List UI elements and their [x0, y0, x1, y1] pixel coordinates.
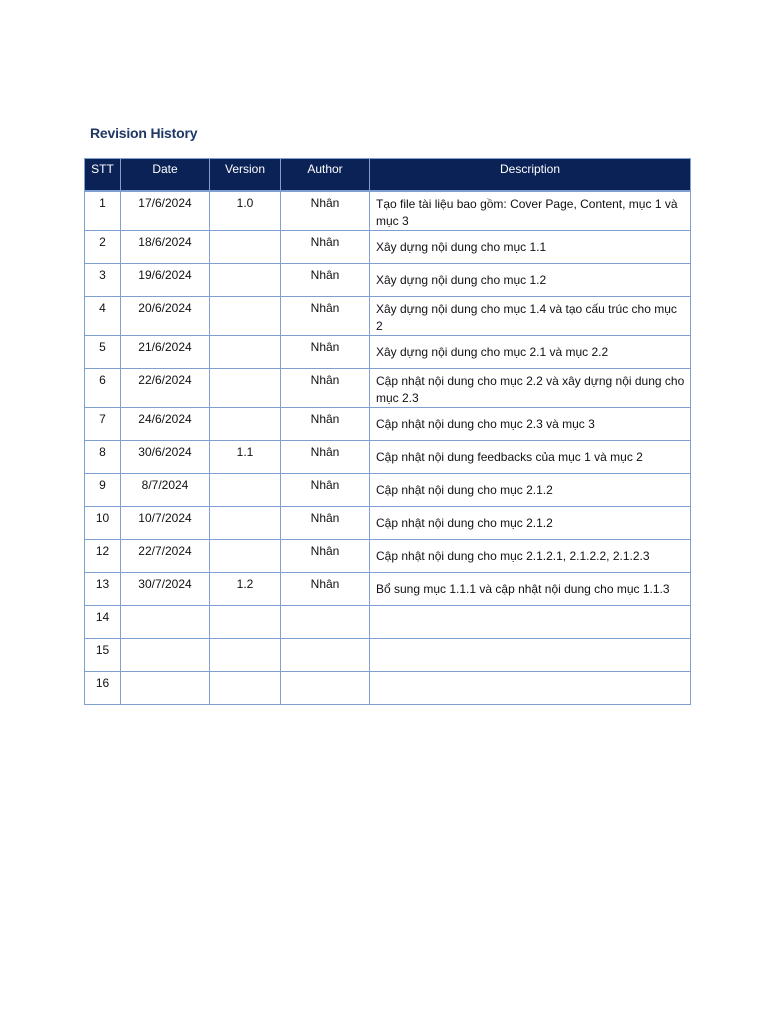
table-row — [85, 297, 691, 336]
cell-stt: 10 — [85, 507, 121, 540]
cell-description: Cập nhật nội dung cho mục 2.1.2 — [370, 474, 691, 507]
cell-stt: 15 — [85, 639, 121, 672]
cell-description: Cập nhật nội dung cho mục 2.3 và mục 3 — [370, 408, 691, 441]
cell-description: Xây dựng nội dung cho mục 2.1 và mục 2.2 — [370, 336, 691, 369]
cell-stt: 9 — [85, 474, 121, 507]
table-row — [85, 606, 691, 639]
cell-version — [210, 606, 281, 639]
cell-version: 1.1 — [210, 441, 281, 474]
header-date: Date — [121, 159, 210, 191]
table-row — [85, 639, 691, 672]
cell-author: Nhân — [281, 573, 370, 606]
revision-history-table — [84, 158, 691, 705]
cell-description — [370, 639, 691, 672]
cell-stt: 7 — [85, 408, 121, 441]
cell-description: Cập nhật nội dung cho mục 2.1.2.1, 2.1.2.2, 2.1.2.3 — [370, 540, 691, 573]
cell-stt: 2 — [85, 231, 121, 264]
cell-version — [210, 408, 281, 441]
cell-stt: 6 — [85, 369, 121, 408]
table-row — [85, 672, 691, 705]
cell-stt: 3 — [85, 264, 121, 297]
cell-description: Xây dựng nội dung cho mục 1.4 và tạo cấu trúc cho mục 2 — [370, 297, 691, 336]
cell-version: 1.2 — [210, 573, 281, 606]
cell-author: Nhân — [281, 297, 370, 336]
cell-description: Xây dựng nội dung cho mục 1.2 — [370, 264, 691, 297]
cell-stt: 13 — [85, 573, 121, 606]
cell-author: Nhân — [281, 336, 370, 369]
table-row — [85, 369, 691, 408]
cell-description — [370, 606, 691, 639]
cell-date: 18/6/2024 — [121, 231, 210, 264]
table-row — [85, 191, 691, 231]
cell-author: Nhân — [281, 540, 370, 573]
cell-stt: 8 — [85, 441, 121, 474]
table-row — [85, 573, 691, 606]
cell-description: Xây dựng nội dung cho mục 1.1 — [370, 231, 691, 264]
cell-author — [281, 672, 370, 705]
cell-version — [210, 297, 281, 336]
table-row — [85, 540, 691, 573]
cell-author: Nhân — [281, 369, 370, 408]
cell-version: 1.0 — [210, 191, 281, 231]
header-description: Description — [370, 159, 691, 191]
cell-date: 30/7/2024 — [121, 573, 210, 606]
cell-description: Cập nhật nội dung feedbacks của mục 1 và mục 2 — [370, 441, 691, 474]
cell-author: Nhân — [281, 191, 370, 231]
cell-version — [210, 540, 281, 573]
cell-date — [121, 672, 210, 705]
cell-description: Tạo file tài liệu bao gồm: Cover Page, Content, mục 1 và mục 3 — [370, 191, 691, 231]
table-row — [85, 507, 691, 540]
cell-stt: 14 — [85, 606, 121, 639]
cell-stt: 4 — [85, 297, 121, 336]
cell-stt: 5 — [85, 336, 121, 369]
cell-date: 20/6/2024 — [121, 297, 210, 336]
table-row — [85, 408, 691, 441]
cell-date: 21/6/2024 — [121, 336, 210, 369]
cell-date: 22/7/2024 — [121, 540, 210, 573]
cell-author: Nhân — [281, 507, 370, 540]
table-row — [85, 336, 691, 369]
cell-author: Nhân — [281, 264, 370, 297]
header-stt: STT — [85, 159, 121, 191]
cell-author: Nhân — [281, 474, 370, 507]
cell-version — [210, 231, 281, 264]
cell-date: 24/6/2024 — [121, 408, 210, 441]
cell-version — [210, 474, 281, 507]
cell-version — [210, 369, 281, 408]
header-version: Version — [210, 159, 281, 191]
cell-stt: 1 — [85, 191, 121, 231]
cell-date: 10/7/2024 — [121, 507, 210, 540]
cell-description: Cập nhật nội dung cho mục 2.2 và xây dựng nội dung cho mục 2.3 — [370, 369, 691, 408]
cell-date: 19/6/2024 — [121, 264, 210, 297]
cell-version — [210, 507, 281, 540]
cell-version — [210, 336, 281, 369]
cell-author — [281, 639, 370, 672]
cell-description: Cập nhật nội dung cho mục 2.1.2 — [370, 507, 691, 540]
table-row — [85, 441, 691, 474]
cell-date: 22/6/2024 — [121, 369, 210, 408]
cell-version — [210, 264, 281, 297]
cell-author: Nhân — [281, 231, 370, 264]
table-row — [85, 231, 691, 264]
cell-author — [281, 606, 370, 639]
cell-description — [370, 672, 691, 705]
table-header-row — [85, 159, 691, 191]
cell-date: 8/7/2024 — [121, 474, 210, 507]
cell-date: 17/6/2024 — [121, 191, 210, 231]
cell-date — [121, 639, 210, 672]
cell-author: Nhân — [281, 441, 370, 474]
cell-author: Nhân — [281, 408, 370, 441]
cell-date: 30/6/2024 — [121, 441, 210, 474]
table-row — [85, 474, 691, 507]
cell-date — [121, 606, 210, 639]
table-row — [85, 264, 691, 297]
cell-version — [210, 672, 281, 705]
cell-description: Bổ sung mục 1.1.1 và cập nhật nội dung cho mục 1.1.3 — [370, 573, 691, 606]
cell-version — [210, 639, 281, 672]
header-author: Author — [281, 159, 370, 191]
page-title: Revision History — [90, 125, 198, 141]
cell-stt: 16 — [85, 672, 121, 705]
cell-stt: 12 — [85, 540, 121, 573]
